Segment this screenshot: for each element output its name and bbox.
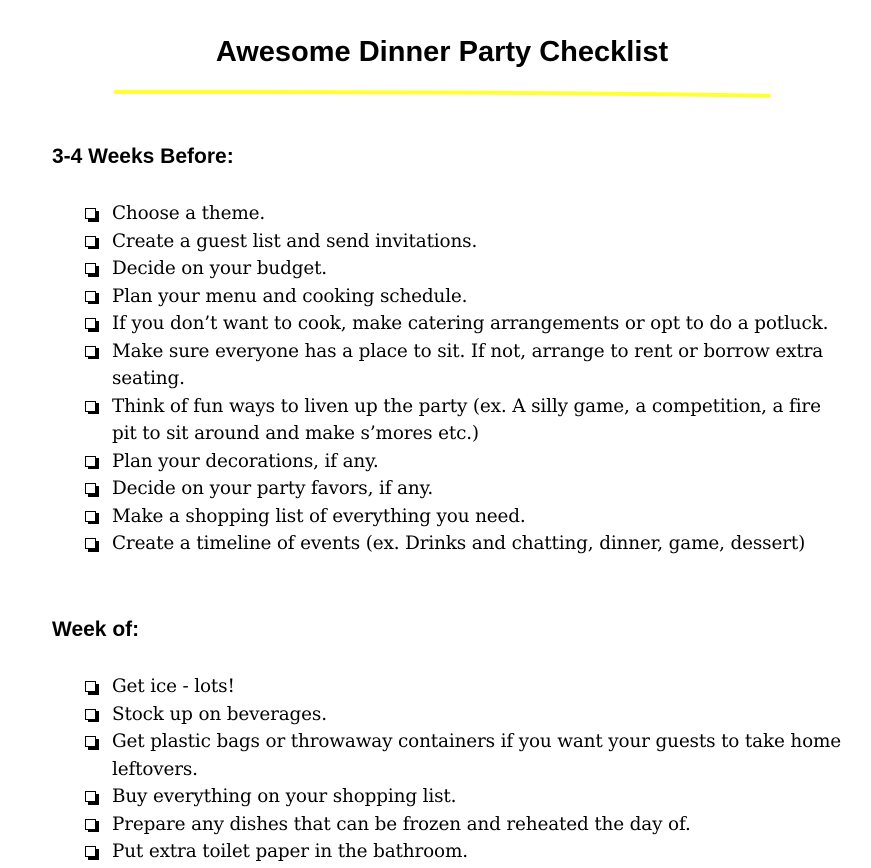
checklist-item bbox=[82, 228, 842, 256]
checklist-item bbox=[82, 283, 842, 311]
item-text: Create a guest list and send invitations. bbox=[112, 230, 478, 252]
item-text: Buy everything on your shopping list. bbox=[112, 786, 457, 807]
checkbox-icon[interactable] bbox=[85, 736, 96, 747]
item-text: Stock up on beverages. bbox=[112, 703, 327, 725]
checklist-item bbox=[82, 530, 842, 558]
item-text: Create a timeline of events (ex. Drinks and chatting, dinner, game, dessert) bbox=[112, 533, 806, 554]
checklist-item bbox=[82, 701, 842, 729]
checklist-item bbox=[82, 393, 842, 448]
item-text: Make sure everyone has a place to sit. If not, arrange to rent or borrow extra seating. bbox=[112, 340, 824, 389]
checklist-item bbox=[82, 475, 842, 503]
checklist-item bbox=[82, 811, 842, 839]
checkbox-icon[interactable] bbox=[85, 318, 96, 329]
checklist-item bbox=[82, 728, 842, 783]
checklist-week-of bbox=[82, 673, 842, 866]
checklist-item bbox=[82, 310, 842, 338]
checklist-item bbox=[82, 338, 842, 393]
checklist-item bbox=[82, 503, 842, 531]
checkbox-icon[interactable] bbox=[85, 709, 96, 720]
item-text: Decide on your budget. bbox=[112, 258, 327, 279]
item-text: Plan your decorations, if any. bbox=[112, 450, 379, 472]
item-text: Get plastic bags or throwaway containers if you want your guests to take home leftovers. bbox=[112, 731, 842, 780]
highlight-stroke bbox=[116, 92, 769, 96]
checklist-item bbox=[82, 673, 842, 701]
checkbox-icon[interactable] bbox=[85, 483, 96, 494]
checkbox-icon[interactable] bbox=[85, 401, 96, 412]
checklist-item bbox=[82, 200, 842, 228]
checkbox-icon[interactable] bbox=[85, 819, 96, 830]
item-text: Get ice - lots! bbox=[112, 676, 235, 697]
checkbox-icon[interactable] bbox=[85, 846, 96, 857]
checkbox-icon[interactable] bbox=[85, 538, 96, 549]
section-heading-week-of: Week of: bbox=[52, 618, 140, 641]
item-text: If you don’t want to cook, make catering arrangements or opt to do a potluck. bbox=[112, 313, 829, 334]
checklist-item bbox=[82, 448, 842, 476]
item-text: Prepare any dishes that can be frozen and reheated the day of. bbox=[112, 813, 691, 835]
item-text: Make a shopping list of everything you need. bbox=[112, 505, 526, 527]
checkbox-icon[interactable] bbox=[85, 346, 96, 357]
checkbox-icon[interactable] bbox=[85, 511, 96, 522]
checkbox-icon[interactable] bbox=[85, 681, 96, 692]
checkbox-icon[interactable] bbox=[85, 236, 96, 247]
checklist-item bbox=[82, 838, 842, 866]
item-text: Put extra toilet paper in the bathroom. bbox=[112, 841, 468, 862]
checkbox-icon[interactable] bbox=[85, 263, 96, 274]
checkbox-icon[interactable] bbox=[85, 208, 96, 219]
item-text: Decide on your party favors, if any. bbox=[112, 478, 434, 499]
checklist-item bbox=[82, 783, 842, 811]
item-text: Plan your menu and cooking schedule. bbox=[112, 285, 468, 307]
checkbox-icon[interactable] bbox=[85, 791, 96, 802]
checklist-3-4-weeks bbox=[82, 200, 842, 558]
section-heading-3-4-weeks: 3-4 Weeks Before: bbox=[52, 145, 234, 168]
item-text: Think of fun ways to liven up the party (ex. A silly game, a competition, a fire pit to sit around and make s’mores etc.) bbox=[112, 395, 821, 444]
checkbox-icon[interactable] bbox=[85, 291, 96, 302]
checkbox-icon[interactable] bbox=[85, 456, 96, 467]
highlight-line-svg bbox=[115, 90, 770, 98]
document-title: Awesome Dinner Party Checklist bbox=[215, 36, 669, 68]
item-text: Choose a theme. bbox=[112, 203, 266, 224]
checklist-item bbox=[82, 255, 842, 283]
